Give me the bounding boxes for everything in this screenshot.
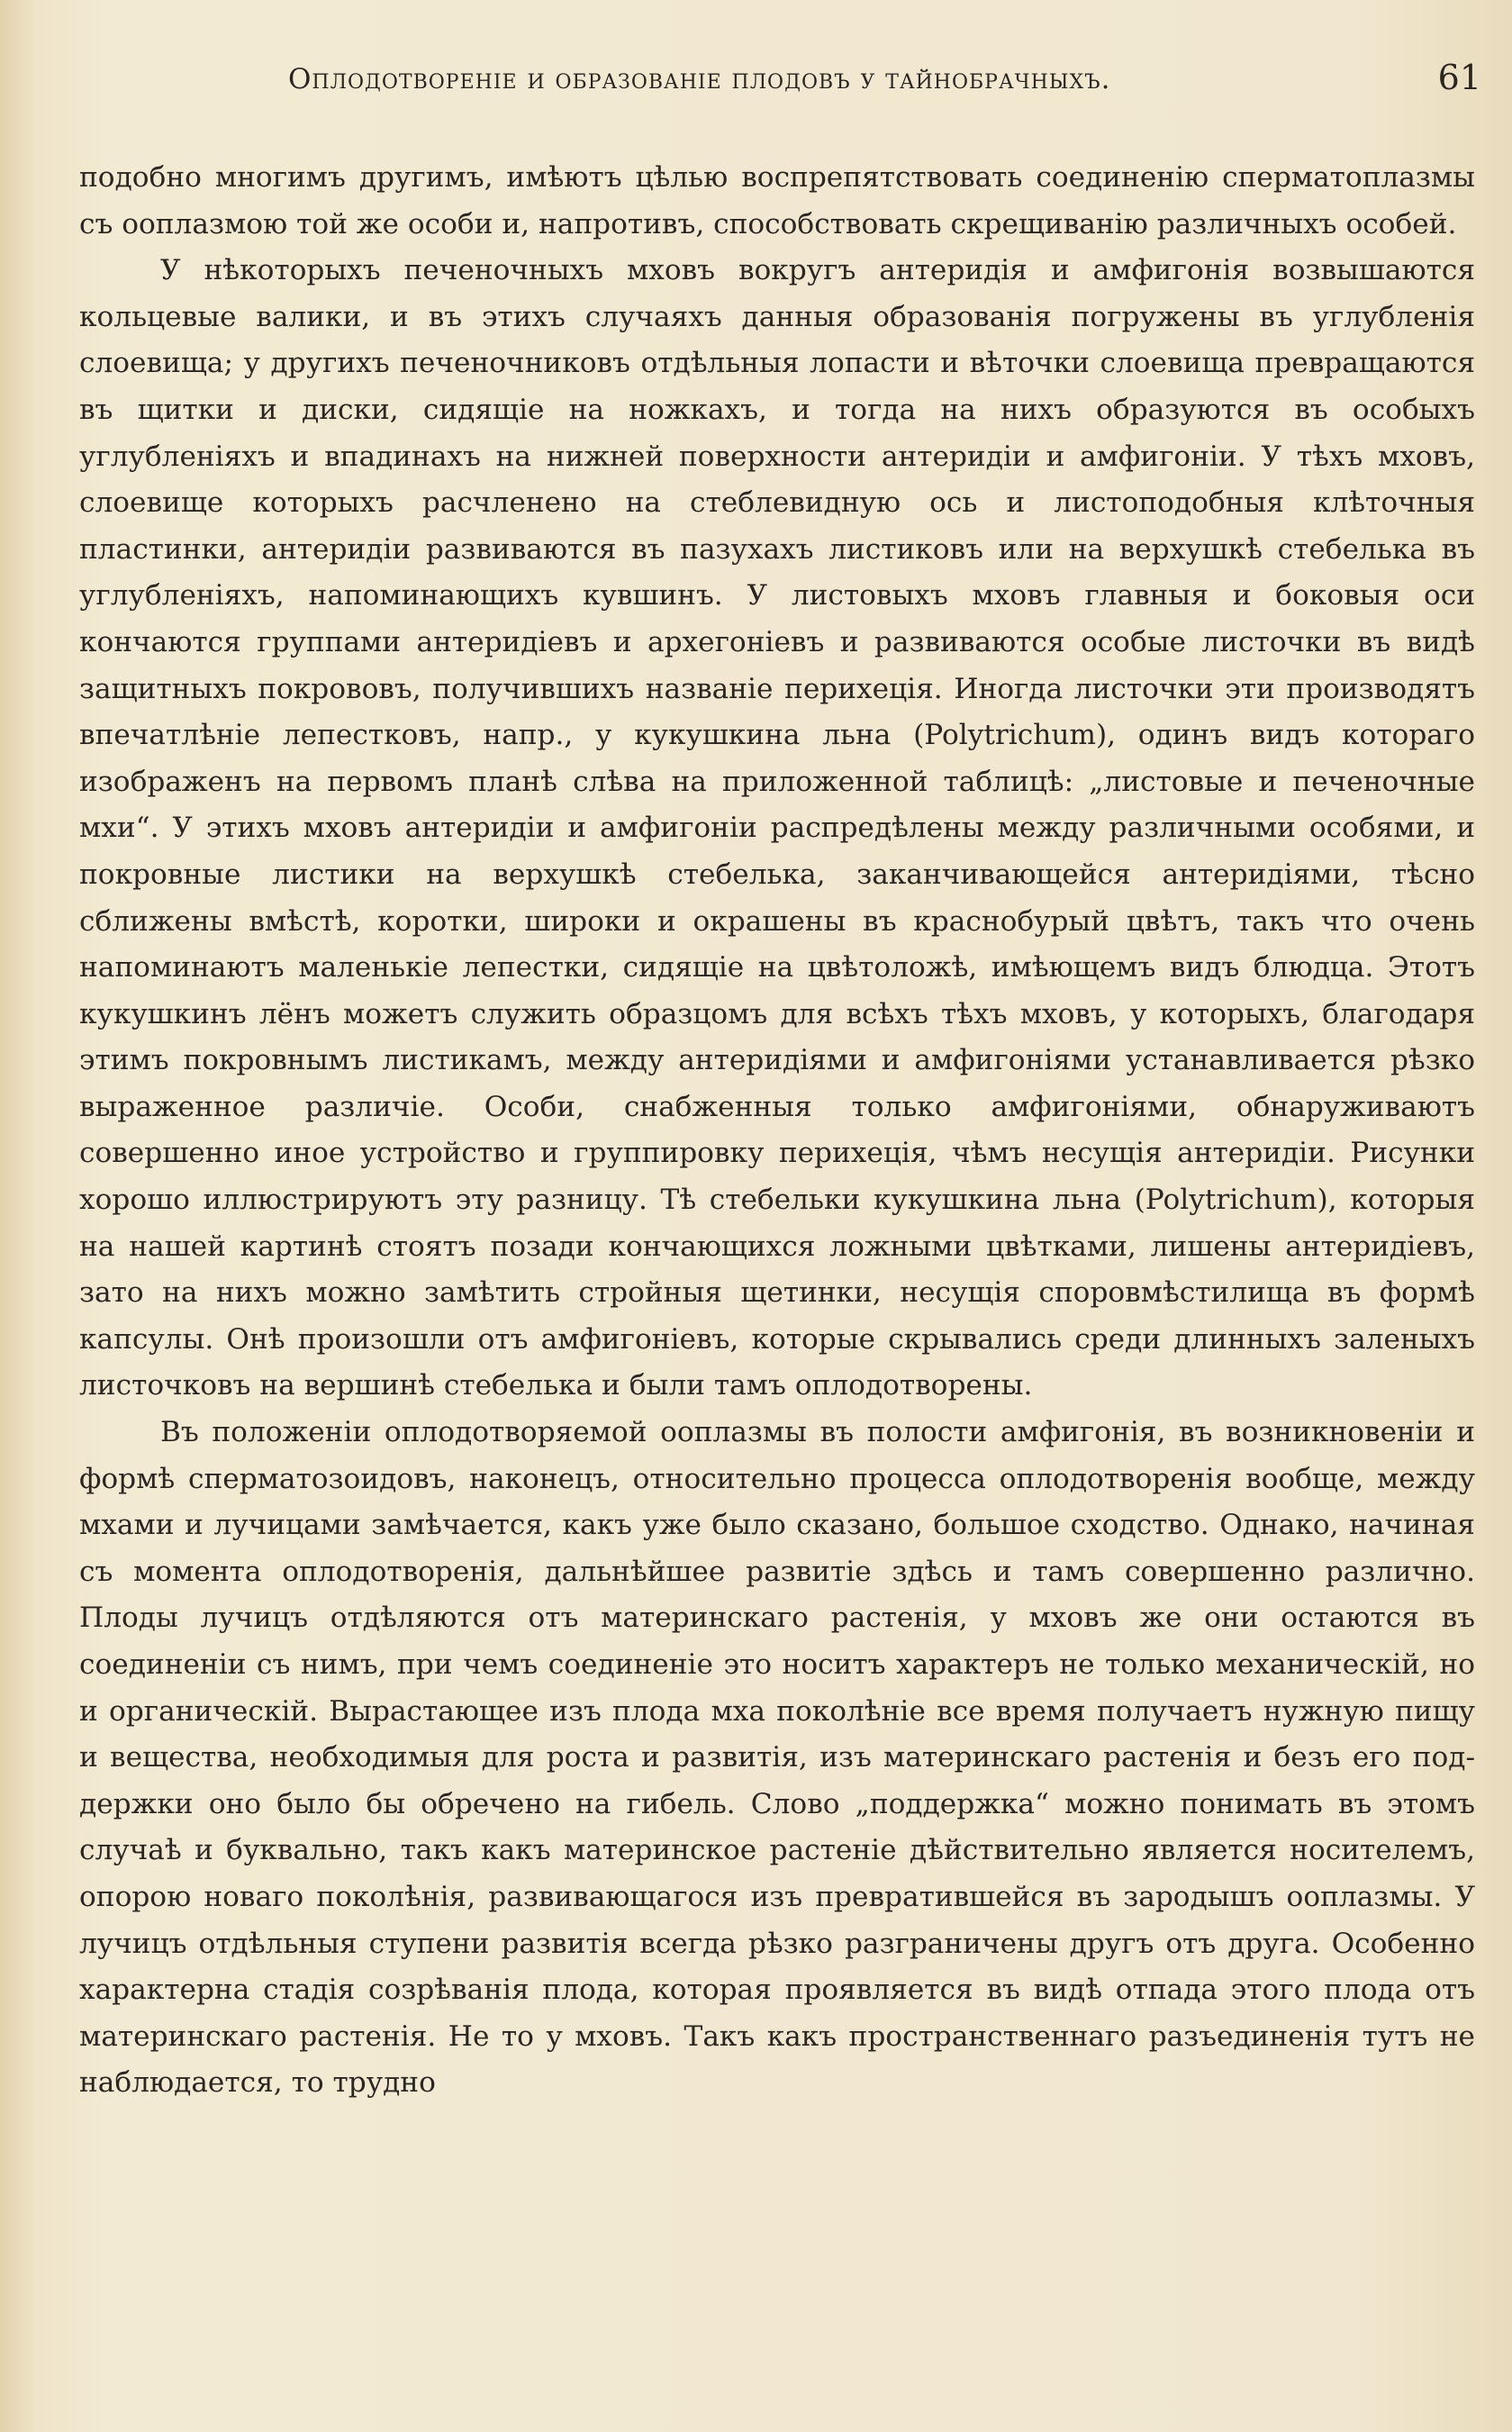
page-header — [81, 52, 1490, 106]
running-title: Оплодотвореніе и образованіе плодовъ у тайнобрачныхъ. — [288, 63, 1111, 95]
paragraph: Въ положеніи оплодотворяемой ооплазмы въ полости амфигонія, въ возникновеніи и формѣ сперматозоидовъ, наконецъ, относительно процесса оплодотворенія вообще, между мхами и лучицами замѣчается, какъ уже было сказано, большое сходство. Однако, начиная съ момента оплодотворенія, дальнѣйшее развитіе здѣсь и тамъ совершенно различно. Плоды лучицъ отдѣляются отъ материнскаго растенія, у мховъ же они остаются въ соединеніи съ нимъ, при чемъ соединеніе это носитъ характеръ не только механическій, но и органическій. Вырастающее изъ плода мха поколѣніе все время получаетъ нужную пищу и вещества, необходимыя для роста и развитія, изъ материнскаго растенія и безъ его поддержки оно было бы обречено на гибель. Слово „поддержка“ можно понимать въ этомъ случаѣ и буквально, такъ какъ материнское растеніе дѣйствительно является носителемъ, опорою новаго поколѣнія, развивающагося изъ превратившейся въ зародышъ ооплазмы. У лучицъ отдѣльныя ступени развитія всегда рѣзко разграничены другъ отъ друга. Особенно характерна стадія созрѣванія плода, которая проявляется въ видѣ отпада этого плода отъ материнскаго растенія. Не то у мховъ. Такъ какъ пространственнаго разъединенія тутъ не наблюдается, то трудно — [79, 1416, 1475, 2100]
page-number: 61 — [1437, 58, 1481, 97]
paragraph: У нѣкоторыхъ печеночныхъ мховъ вокругъ антеридія и амфигонія возвышаются кольцевые валики, и въ этихъ случаяхъ данныя образованія погружены въ углубленія слоевища; у другихъ печеночниковъ отдѣльныя лопасти и вѣточки слоевища превращаются въ щитки и диски, сидящіе на ножкахъ, и тогда на нихъ образуются въ особыхъ углубленіяхъ и впадинахъ на нижней поверхности антеридіи и амфигоніи. У тѣхъ мховъ, слоевище которыхъ расчленено на стеблевидную ось и листоподобныя клѣточныя пластинки, антеридіи развиваются въ пазухахъ листиковъ или на верхушкѣ стебелька въ углубленіяхъ, напоминающихъ кувшинъ. У листовыхъ мховъ главныя и боковыя оси кончаются группами антеридіевъ и архегоніевъ и развиваются особые листочки въ видѣ защитныхъ покрововъ, получившихъ названіе перихеція. Иногда листочки эти производятъ впечатлѣніе лепестковъ, напр., у кукушкина льна (Polytrichum), одинъ видъ котораго изображенъ на первомъ планѣ слѣва на приложенной таблицѣ: „листовые и печеночные мхи“. У этихъ мховъ антеридіи и амфигоніи распредѣлены между различными особями, и покровные листики на верхушкѣ стебелька, заканчивающейся антеридіями, тѣсно сближены вмѣстѣ, коротки, широки и окрашены въ краснобурый цвѣтъ, такъ что очень напоминаютъ маленькіе лепестки, сидящіе на цвѣтоложѣ, имѣющемъ видъ блюдца. Этотъ кукушкинъ лёнъ можетъ служить образцомъ для всѣхъ тѣхъ мховъ, у которыхъ, благодаря этимъ покровнымъ листикамъ, между антеридіями и амфигоніями устанавливается рѣзко выраженное различіе. Особи, снабженныя только амфигоніями, обнаруживаютъ совершенно иное устройство и группировку перихеція, чѣмъ несущія антеридіи. Рисунки хорошо иллюстрируютъ эту разницу. Тѣ стебельки кукушкина льна (Polytrichum), которыя на нашей картинѣ стоятъ позади кончающихся ложными цвѣтками, лишены антеридіевъ, зато на нихъ можно замѣтить стройныя щетинки, несущія споровмѣстилища въ формѣ капсулы. Онѣ произошли отъ амфигоніевъ, которые скрывались среди длинныхъ заленыхъ листочковъ на вершинѣ стебелька и были тамъ оплодотворены. — [79, 254, 1475, 1402]
body-text — [79, 155, 1475, 2107]
paragraph-continued: подобно многимъ другимъ, имѣютъ цѣлью воспрепятствовать соединенію сперматоплазмы съ ооплазмою той же особи и, напротивъ, способствовать скрещиванію различныхъ особей. — [79, 161, 1475, 240]
